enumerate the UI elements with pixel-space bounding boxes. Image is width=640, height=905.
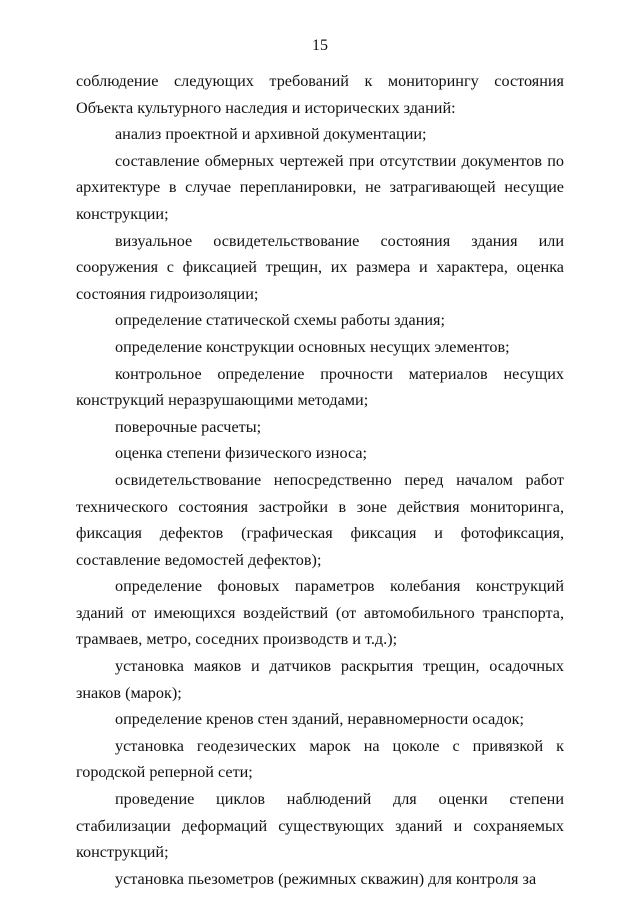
list-item: контрольное определение прочности материалов несущих конструкций неразрушающими методами; [76,364,564,410]
list-item: составление обмерных чертежей при отсутствии документов по архитектуре в случае перепланировки, не затрагивающей несущие конструкции; [76,151,564,223]
list-item: освидетельствование непосредственно перед началом работ технического состояния застройки в зоне действия мониторинга, фиксация дефектов (графическая фиксация и фотофиксация, составление ведомостей дефектов); [76,470,564,569]
page-number: 15 [312,37,328,54]
list-item: определение статической схемы работы здания; [115,311,445,330]
body-text [76,68,564,892]
list-item: поверочные расчеты; [115,417,262,436]
list-item: установка пьезометров (режимных скважин) для контроля за [115,869,537,888]
list-item: оценка степени физического износа; [115,444,368,463]
list-item: визуальное освидетельствование состояния здания или сооружения с фиксацией трещин, их размера и характера, оценка состояния гидроизоляции; [76,231,564,303]
list-item: установка маяков и датчиков раскрытия трещин, осадочных знаков (марок); [76,657,564,702]
list-item: установка геодезических марок на цоколе с привязкой к городской реперной сети; [76,736,564,782]
paragraph: соблюдение следующих требований к мониторингу состояния Объекта культурного наследия и исторических зданий: [76,72,564,117]
list-item: анализ проектной и архивной документации; [115,125,427,144]
list-item: определение фоновых параметров колебания конструкций зданий от имеющихся воздействий (от автомобильного транспорта, трамваев, метро, соседних производств и т.д.); [76,577,564,649]
list-item: проведение циклов наблюдений для оценки степени стабилизации деформаций существующих зданий и сохраняемых конструкций; [76,790,564,862]
list-item: определение кренов стен зданий, неравномерности осадок; [115,710,525,729]
list-item: определение конструкции основных несущих элементов; [115,337,510,356]
